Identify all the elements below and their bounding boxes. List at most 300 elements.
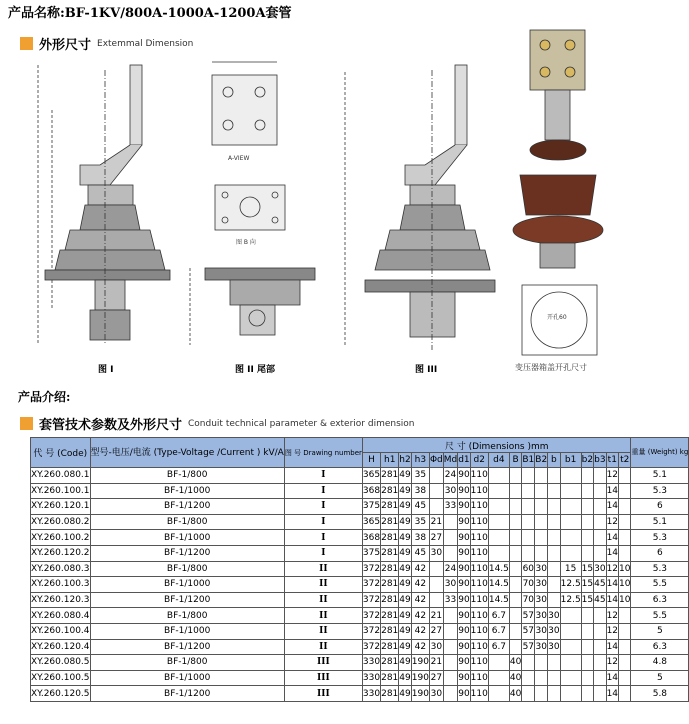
cell-type: BF-1/1200 xyxy=(90,499,284,515)
cell-dim-2: 49 xyxy=(399,686,411,702)
cell-drawing: I xyxy=(284,530,362,546)
cell-drawing: III xyxy=(284,670,362,686)
header-dimensions: 尺 寸 (Dimensions )mm xyxy=(362,438,631,453)
cell-dim-6: 90 xyxy=(458,468,470,484)
cell-weight: 5.8 xyxy=(631,686,689,702)
cell-weight: 4.8 xyxy=(631,655,689,671)
header-dim-10: B1 xyxy=(522,453,535,468)
figure-2-drawing xyxy=(190,268,315,345)
cell-dim-2: 49 xyxy=(399,514,411,530)
cell-type: BF-1/800 xyxy=(90,608,284,624)
cell-dim-12: 30 xyxy=(548,639,560,655)
caption-figure-3: 图 III xyxy=(415,365,438,375)
cell-dim-16: 14 xyxy=(606,483,618,499)
cell-drawing: II xyxy=(284,639,362,655)
cell-dim-0: 372 xyxy=(362,577,380,593)
cell-dim-8 xyxy=(488,530,509,546)
cell-dim-11: 30 xyxy=(535,561,548,577)
cell-type: BF-1/1200 xyxy=(90,686,284,702)
cell-dim-12 xyxy=(548,686,560,702)
cell-dim-4: 27 xyxy=(429,530,443,546)
cell-dim-15 xyxy=(594,608,606,624)
cell-type: BF-1/800 xyxy=(90,655,284,671)
cell-dim-16: 14 xyxy=(606,577,618,593)
cell-dim-6: 90 xyxy=(458,608,470,624)
cell-dim-14: 15 xyxy=(581,592,593,608)
cell-dim-16: 12 xyxy=(606,468,618,484)
cell-dim-11 xyxy=(535,530,548,546)
cell-weight: 6 xyxy=(631,545,689,561)
cell-dim-4 xyxy=(429,592,443,608)
cell-type: BF-1/1000 xyxy=(90,623,284,639)
cell-weight: 6.3 xyxy=(631,592,689,608)
cell-dim-8: 6.7 xyxy=(488,639,509,655)
cell-code: XY.260.120.5 xyxy=(31,686,91,702)
cell-dim-5 xyxy=(443,608,457,624)
cell-dim-11 xyxy=(535,483,548,499)
cell-dim-5: 24 xyxy=(443,561,457,577)
product-intro-label: 产品介绍: xyxy=(18,390,71,404)
header-dim-5: Md xyxy=(443,453,457,468)
cell-dim-0: 330 xyxy=(362,670,380,686)
cell-dim-10: 57 xyxy=(522,608,535,624)
table-row xyxy=(31,655,689,671)
cell-dim-12 xyxy=(548,545,560,561)
cell-dim-17 xyxy=(619,670,631,686)
cell-dim-1: 281 xyxy=(381,686,399,702)
table-row xyxy=(31,577,689,593)
cell-dim-8 xyxy=(488,670,509,686)
cell-dim-10: 70 xyxy=(522,577,535,593)
cell-dim-13 xyxy=(560,514,581,530)
cell-dim-17: 10 xyxy=(619,561,631,577)
cell-code: XY.260.100.4 xyxy=(31,623,91,639)
cell-dim-0: 365 xyxy=(362,514,380,530)
cell-dim-12 xyxy=(548,670,560,686)
cell-drawing: III xyxy=(284,655,362,671)
cell-dim-15 xyxy=(594,686,606,702)
caption-b-view: 图 B 向 xyxy=(236,239,256,246)
cell-dim-3: 190 xyxy=(411,670,429,686)
cell-dim-15: 45 xyxy=(594,592,606,608)
cell-dim-11 xyxy=(535,499,548,515)
header-dim-1: h1 xyxy=(381,453,399,468)
cell-dim-15 xyxy=(594,545,606,561)
product-title: 产品名称:BF-1KV/800A-1000A-1200A套管 xyxy=(8,6,292,21)
cell-dim-7: 110 xyxy=(470,499,488,515)
cell-dim-2: 49 xyxy=(399,592,411,608)
cell-dim-3: 35 xyxy=(411,514,429,530)
cell-dim-10 xyxy=(522,686,535,702)
caption-a-view: A-VIEW xyxy=(228,155,250,162)
cell-dim-17 xyxy=(619,655,631,671)
cell-dim-7: 110 xyxy=(470,468,488,484)
figure-3-drawing xyxy=(345,65,495,350)
cell-dim-8 xyxy=(488,545,509,561)
cell-dim-15: 30 xyxy=(594,561,606,577)
cell-dim-15 xyxy=(594,655,606,671)
cell-dim-1: 281 xyxy=(381,670,399,686)
cell-dim-8: 6.7 xyxy=(488,608,509,624)
cell-dim-1: 281 xyxy=(381,499,399,515)
header-type: 型号-电压/电流 (Type-Voltage /Current ) kV/A xyxy=(90,438,284,468)
cell-dim-12 xyxy=(548,577,560,593)
cell-dim-0: 368 xyxy=(362,483,380,499)
cell-dim-9 xyxy=(509,623,521,639)
cell-dim-8: 14.5 xyxy=(488,577,509,593)
cell-dim-13 xyxy=(560,483,581,499)
cell-dim-4 xyxy=(429,561,443,577)
header-dim-14: b2 xyxy=(581,453,593,468)
cell-dim-6: 90 xyxy=(458,639,470,655)
cell-weight: 5.3 xyxy=(631,561,689,577)
cell-code: XY.260.120.4 xyxy=(31,639,91,655)
cell-dim-8 xyxy=(488,483,509,499)
cell-dim-15 xyxy=(594,530,606,546)
cell-dim-5 xyxy=(443,686,457,702)
cell-type: BF-1/1200 xyxy=(90,545,284,561)
cell-dim-9 xyxy=(509,561,521,577)
cell-dim-2: 49 xyxy=(399,577,411,593)
cell-dim-1: 281 xyxy=(381,639,399,655)
cell-dim-10 xyxy=(522,514,535,530)
cell-dim-2: 49 xyxy=(399,468,411,484)
cell-dim-15 xyxy=(594,670,606,686)
cell-dim-14 xyxy=(581,623,593,639)
cell-dim-15 xyxy=(594,623,606,639)
cell-dim-8 xyxy=(488,468,509,484)
cell-dim-4 xyxy=(429,499,443,515)
cell-dim-11: 30 xyxy=(535,608,548,624)
cell-dim-11: 30 xyxy=(535,577,548,593)
cell-code: XY.260.120.1 xyxy=(31,499,91,515)
cell-dim-0: 375 xyxy=(362,545,380,561)
cell-dim-2: 49 xyxy=(399,545,411,561)
cell-dim-16: 12 xyxy=(606,608,618,624)
table-row xyxy=(31,499,689,515)
table-row xyxy=(31,483,689,499)
cell-dim-0: 372 xyxy=(362,639,380,655)
table-row xyxy=(31,514,689,530)
cell-dim-14 xyxy=(581,499,593,515)
cell-dim-7: 110 xyxy=(470,655,488,671)
section-title-en: Extemmal Dimension xyxy=(97,38,194,49)
cell-dim-10: 60 xyxy=(522,561,535,577)
cell-dim-14 xyxy=(581,608,593,624)
cell-dim-7: 110 xyxy=(470,623,488,639)
cell-dim-9: 40 xyxy=(509,670,521,686)
cell-drawing: I xyxy=(284,499,362,515)
cell-type: BF-1/1200 xyxy=(90,639,284,655)
cell-dim-4: 21 xyxy=(429,514,443,530)
cell-dim-17: 10 xyxy=(619,592,631,608)
cell-dim-8 xyxy=(488,499,509,515)
cell-type: BF-1/800 xyxy=(90,514,284,530)
cell-dim-17 xyxy=(619,468,631,484)
header-dim-9: B xyxy=(509,453,521,468)
cell-dim-2: 49 xyxy=(399,655,411,671)
cell-dim-6: 90 xyxy=(458,686,470,702)
cell-code: XY.260.080.1 xyxy=(31,468,91,484)
cell-dim-17 xyxy=(619,499,631,515)
table-row xyxy=(31,545,689,561)
cell-dim-3: 38 xyxy=(411,530,429,546)
cell-dim-12: 30 xyxy=(548,623,560,639)
cell-code: XY.260.080.5 xyxy=(31,655,91,671)
table-body xyxy=(31,468,689,702)
cell-dim-11 xyxy=(535,514,548,530)
section-parameter-header xyxy=(20,414,414,433)
cell-dim-17 xyxy=(619,530,631,546)
cell-dim-6: 90 xyxy=(458,592,470,608)
cell-dim-13: 15 xyxy=(560,561,581,577)
cell-dim-5 xyxy=(443,655,457,671)
cell-dim-12 xyxy=(548,655,560,671)
cell-code: XY.260.080.3 xyxy=(31,561,91,577)
cell-dim-6: 90 xyxy=(458,670,470,686)
cell-dim-16: 12 xyxy=(606,623,618,639)
cell-dim-5: 30 xyxy=(443,577,457,593)
table-row xyxy=(31,670,689,686)
header-drawing: 图 号 Drawing number xyxy=(284,438,362,468)
cell-dim-11: 30 xyxy=(535,623,548,639)
cell-dim-9 xyxy=(509,608,521,624)
header-dim-6: d1 xyxy=(458,453,470,468)
cell-dim-8 xyxy=(488,514,509,530)
cell-dim-12 xyxy=(548,468,560,484)
cell-dim-11 xyxy=(535,686,548,702)
cell-dim-13 xyxy=(560,686,581,702)
cell-dim-5 xyxy=(443,639,457,655)
cell-dim-4: 30 xyxy=(429,686,443,702)
cell-weight: 5.3 xyxy=(631,530,689,546)
cell-dim-16: 12 xyxy=(606,561,618,577)
cell-type: BF-1/800 xyxy=(90,561,284,577)
cell-dim-5: 30 xyxy=(443,483,457,499)
cell-drawing: II xyxy=(284,561,362,577)
table-row xyxy=(31,686,689,702)
cell-dim-1: 281 xyxy=(381,592,399,608)
cell-dim-12: 30 xyxy=(548,608,560,624)
caption-hole-size: 变压器箱盖开孔尺寸 xyxy=(515,363,587,372)
cell-dim-13: 12.5 xyxy=(560,592,581,608)
cell-dim-2: 49 xyxy=(399,483,411,499)
cell-drawing: II xyxy=(284,608,362,624)
cell-dim-9 xyxy=(509,577,521,593)
cell-dim-0: 372 xyxy=(362,608,380,624)
cell-code: XY.260.100.2 xyxy=(31,530,91,546)
cell-drawing: I xyxy=(284,545,362,561)
cell-dim-3: 45 xyxy=(411,545,429,561)
cell-dim-12 xyxy=(548,483,560,499)
cell-weight: 5.3 xyxy=(631,483,689,499)
cell-dim-16: 14 xyxy=(606,670,618,686)
cell-dim-0: 372 xyxy=(362,592,380,608)
cell-dim-11 xyxy=(535,545,548,561)
cell-dim-5 xyxy=(443,545,457,561)
cell-dim-9 xyxy=(509,468,521,484)
cell-dim-17 xyxy=(619,623,631,639)
cell-dim-10: 70 xyxy=(522,592,535,608)
cell-weight: 5.5 xyxy=(631,608,689,624)
cell-dim-7: 110 xyxy=(470,639,488,655)
cell-dim-3: 190 xyxy=(411,686,429,702)
cell-dim-17 xyxy=(619,483,631,499)
cell-dim-9 xyxy=(509,530,521,546)
cell-dim-7: 110 xyxy=(470,608,488,624)
cell-dim-10 xyxy=(522,499,535,515)
cell-type: BF-1/1000 xyxy=(90,577,284,593)
cell-drawing: I xyxy=(284,468,362,484)
cell-dim-2: 49 xyxy=(399,639,411,655)
cell-dim-3: 190 xyxy=(411,655,429,671)
cell-dim-2: 49 xyxy=(399,499,411,515)
cell-dim-17 xyxy=(619,608,631,624)
cell-dim-17 xyxy=(619,686,631,702)
cell-dim-8 xyxy=(488,655,509,671)
cell-dim-8 xyxy=(488,686,509,702)
header-dim-8: d4 xyxy=(488,453,509,468)
cell-dim-14 xyxy=(581,468,593,484)
cell-dim-1: 281 xyxy=(381,623,399,639)
cell-dim-13 xyxy=(560,499,581,515)
cell-dim-9: 40 xyxy=(509,655,521,671)
cell-dim-9: 40 xyxy=(509,686,521,702)
cell-dim-8: 14.5 xyxy=(488,592,509,608)
cell-dim-15 xyxy=(594,468,606,484)
figure-1-drawing xyxy=(38,65,170,345)
cell-dim-11 xyxy=(535,468,548,484)
cell-dim-16: 12 xyxy=(606,514,618,530)
cell-weight: 5.1 xyxy=(631,468,689,484)
table-row xyxy=(31,623,689,639)
cell-dim-7: 110 xyxy=(470,577,488,593)
cell-dim-6: 90 xyxy=(458,561,470,577)
cell-dim-4: 21 xyxy=(429,608,443,624)
cell-dim-5 xyxy=(443,514,457,530)
cell-weight: 5 xyxy=(631,623,689,639)
cell-dim-15 xyxy=(594,499,606,515)
section-title-cn: 外形尺寸 xyxy=(39,38,92,53)
cell-dim-5 xyxy=(443,623,457,639)
cell-code: XY.260.100.1 xyxy=(31,483,91,499)
cell-dim-11 xyxy=(535,655,548,671)
cell-dim-7: 110 xyxy=(470,561,488,577)
header-dim-11: B2 xyxy=(535,453,548,468)
cell-dim-3: 38 xyxy=(411,483,429,499)
cell-dim-14 xyxy=(581,545,593,561)
cell-dim-1: 281 xyxy=(381,468,399,484)
cell-drawing: II xyxy=(284,592,362,608)
cell-dim-2: 49 xyxy=(399,530,411,546)
cell-dim-8: 14.5 xyxy=(488,561,509,577)
cell-dim-13 xyxy=(560,530,581,546)
cell-dim-9 xyxy=(509,483,521,499)
cell-dim-3: 45 xyxy=(411,499,429,515)
cell-dim-9 xyxy=(509,639,521,655)
header-dim-12: b xyxy=(548,453,560,468)
cell-dim-10 xyxy=(522,468,535,484)
cell-drawing: III xyxy=(284,686,362,702)
cell-dim-1: 281 xyxy=(381,577,399,593)
cell-dim-11: 30 xyxy=(535,592,548,608)
cell-dim-3: 42 xyxy=(411,639,429,655)
caption-figure-1: 图 I xyxy=(98,365,114,375)
header-dim-17: t2 xyxy=(619,453,631,468)
cell-dim-9 xyxy=(509,592,521,608)
cell-dim-1: 281 xyxy=(381,655,399,671)
cell-dim-1: 281 xyxy=(381,514,399,530)
cell-dim-1: 281 xyxy=(381,608,399,624)
cell-dim-14 xyxy=(581,639,593,655)
cell-dim-14 xyxy=(581,655,593,671)
cell-dim-5 xyxy=(443,530,457,546)
table-row xyxy=(31,561,689,577)
technical-drawings xyxy=(0,0,631,390)
cell-dim-13 xyxy=(560,608,581,624)
cell-dim-4: 30 xyxy=(429,545,443,561)
cell-drawing: II xyxy=(284,577,362,593)
cell-dim-14 xyxy=(581,530,593,546)
cell-dim-17 xyxy=(619,545,631,561)
cell-code: XY.260.120.2 xyxy=(31,545,91,561)
section-marker-icon xyxy=(20,417,33,430)
table-row xyxy=(31,592,689,608)
cell-type: BF-1/800 xyxy=(90,468,284,484)
cell-dim-14 xyxy=(581,686,593,702)
cell-dim-15 xyxy=(594,514,606,530)
cell-dim-4 xyxy=(429,483,443,499)
header-dim-3: h3 xyxy=(411,453,429,468)
cell-code: XY.260.080.4 xyxy=(31,608,91,624)
cell-dim-9 xyxy=(509,514,521,530)
cell-dim-6: 90 xyxy=(458,545,470,561)
cell-dim-16: 14 xyxy=(606,499,618,515)
cell-weight: 6.3 xyxy=(631,639,689,655)
cell-dim-2: 49 xyxy=(399,623,411,639)
cell-dim-16: 14 xyxy=(606,530,618,546)
cell-dim-4: 30 xyxy=(429,639,443,655)
caption-hole: 开孔60 xyxy=(547,314,567,321)
header-dim-0: H xyxy=(362,453,380,468)
cell-dim-14 xyxy=(581,483,593,499)
cell-weight: 5 xyxy=(631,670,689,686)
cell-dim-9 xyxy=(509,499,521,515)
cell-dim-7: 110 xyxy=(470,514,488,530)
cell-dim-6: 90 xyxy=(458,483,470,499)
header-dim-13: b1 xyxy=(560,453,581,468)
cell-dim-7: 110 xyxy=(470,686,488,702)
table-row xyxy=(31,639,689,655)
cell-dim-5: 33 xyxy=(443,499,457,515)
cell-dim-12 xyxy=(548,592,560,608)
cell-dim-7: 110 xyxy=(470,592,488,608)
cell-dim-14: 15 xyxy=(581,577,593,593)
cell-code: XY.260.100.3 xyxy=(31,577,91,593)
cell-type: BF-1/1000 xyxy=(90,670,284,686)
cell-dim-2: 49 xyxy=(399,670,411,686)
cell-dim-11: 30 xyxy=(535,639,548,655)
cell-dim-10 xyxy=(522,670,535,686)
cell-dim-14 xyxy=(581,670,593,686)
cell-code: XY.260.080.2 xyxy=(31,514,91,530)
cell-dim-12 xyxy=(548,530,560,546)
cell-dim-15: 45 xyxy=(594,577,606,593)
cell-dim-12 xyxy=(548,561,560,577)
header-dim-16: t1 xyxy=(606,453,618,468)
cell-dim-4: 27 xyxy=(429,670,443,686)
cell-dim-3: 42 xyxy=(411,608,429,624)
